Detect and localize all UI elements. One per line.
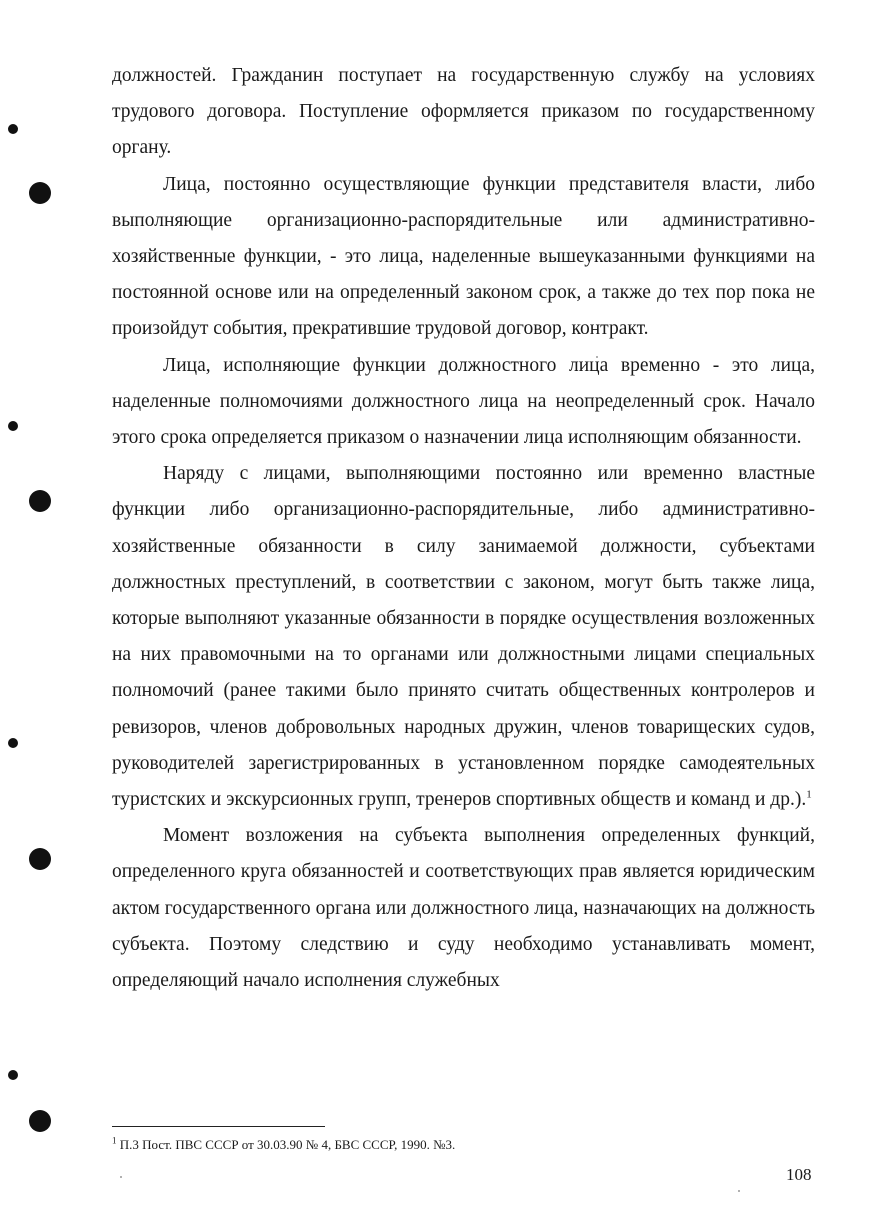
binding-hole	[29, 182, 51, 204]
binding-hole-small	[8, 421, 18, 431]
binding-hole-small	[8, 124, 18, 134]
footnote-text: П.3 Пост. ПВС СССР от 30.03.90 № 4, БВС СССР, 1990. №3.	[119, 1137, 456, 1152]
footnote-reference[interactable]: 1	[806, 788, 812, 801]
paragraph-1: должностей. Гражданин поступает на государственную службу на условиях трудового договора. Поступление оформляется приказом по государственному органу.	[112, 65, 815, 159]
scan-speck	[738, 1190, 740, 1192]
paragraph-5: Момент возложения на субъекта выполнения определенных функций, определенного круга обязанностей и соответствующих прав является юридическим актом государственного органа или должностного лица, назначающих на должность субъекта. Поэтому следствию и суду необходимо устанавливать момент, определяющий начало исполнения служебных	[112, 825, 815, 992]
scan-speck	[120, 1176, 122, 1178]
body-text	[112, 58, 815, 999]
footnote-mark: 1	[112, 1135, 117, 1146]
paragraph-4-text: Наряду с лицами, выполняющими постоянно или временно властные функции либо организационно-распорядительные, либо административно-хозяйственные обязанности в силу занимаемой должности, субъектами должностных преступлений, в соответствии с законом, могут быть также лица, которые выполняют указанные обязанности в порядке осуществления возложенных на них правомочными на то органами или должностными лицами специальных полномочий (ранее такими было принято считать общественных контролеров и ревизоров, членов добровольных народных дружин, членов товарищеских судов, руководителей зарегистрированных в установленном порядке самодеятельных туристских и экскурсионных групп, тренеров спортивных обществ и команд и др.).	[112, 463, 815, 811]
page-number: 108	[786, 1165, 812, 1184]
binding-hole-small	[8, 1070, 18, 1080]
binding-hole	[29, 848, 51, 870]
binding-hole	[29, 490, 51, 512]
paragraph-3: Лица, исполняющие функции должностного лица временно - это лица, наделенные полномочиями должностного лица на неопределенный срок. Начало этого срока определяется приказом о назначении лица исполняющим обязанности.	[112, 354, 815, 449]
binding-hole-small	[8, 738, 18, 748]
footnote	[112, 1136, 455, 1154]
paragraph-2: Лица, постоянно осуществляющие функции представителя власти, либо выполняющие организационно-распорядительные или административно-хозяйственные функции, - это лица, наделенные вышеуказанными функциями на постоянной основе или на определенный законом срок, а также до тех пор пока не произойдут события, прекратившие трудовой договор, контракт.	[112, 173, 815, 340]
binding-hole	[29, 1110, 51, 1132]
footnote-separator	[112, 1126, 325, 1127]
paragraph-4	[112, 456, 815, 818]
